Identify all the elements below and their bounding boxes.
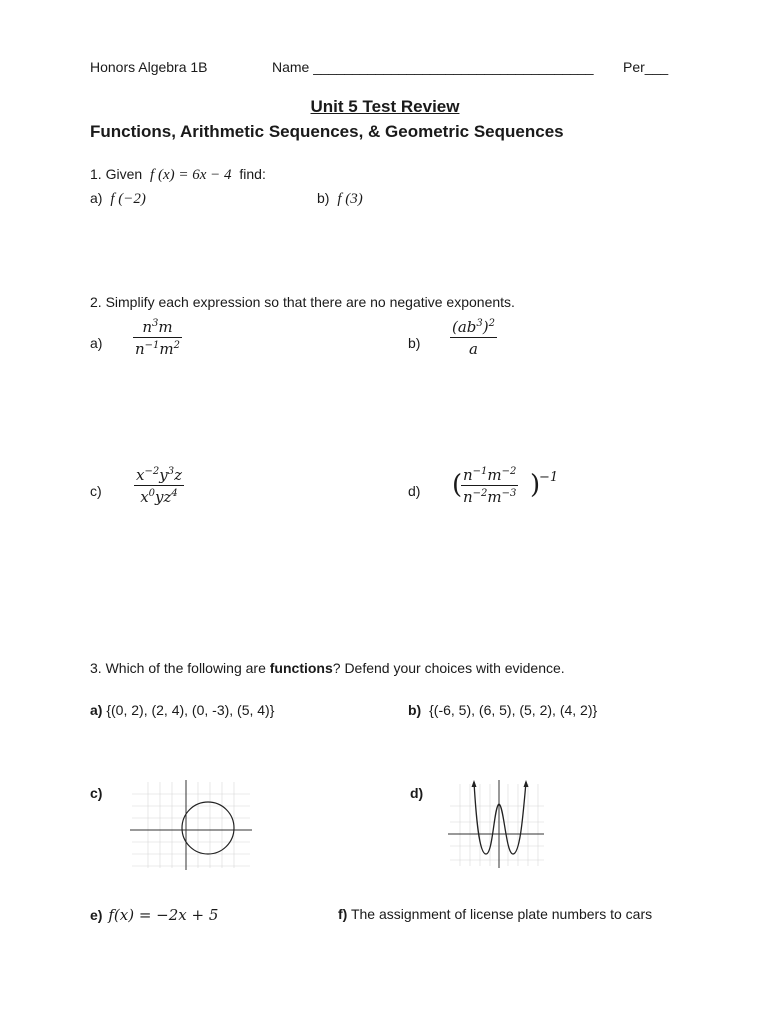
q3-a-label: a) [90,702,103,718]
q2-c-expression: $\frac{x^{-2}y^3z}{x^0yz^4}$ [136,466,182,506]
q3-b-label: b) [408,702,422,718]
q3-f-text: The assignment of license plate numbers to cars [350,906,653,922]
q1-part-a [90,190,146,208]
q3-prompt-bold: functions [269,660,333,676]
period-line[interactable]: Per___ [623,59,669,75]
q1-b-label: b) [317,190,330,206]
q3-c-label: c) [90,785,103,801]
grid-lines [132,782,250,868]
q2-b-label: b) [408,335,421,351]
question-3 [90,660,565,676]
q2-c-label: c) [90,483,102,499]
q1-part-b [317,190,363,208]
q3-b-relation: {(-6, 5), (6, 5), (5, 2), (4, 2)} [429,702,598,718]
q3-e-expression: f(x) = −2x + 5 [108,906,219,924]
q3-c-circle-graph [128,778,254,872]
student-name-line[interactable]: Name ____________________________________ [272,59,594,75]
q3-d-label: d) [410,785,424,801]
q1-a-label: a) [90,190,103,206]
q3-part-f [338,906,652,922]
q3-prompt-start: 3. Which of the following are [90,660,270,676]
circle-curve [182,802,234,854]
q3-part-a [90,702,274,718]
q1-function: f (x) = 6x − 4 [150,167,232,183]
q2-d-label: d) [408,483,421,499]
q1-a-expression: f (−2) [110,191,146,207]
q2-b-expression: $\frac{(ab^3)^2}{a}$ [452,318,496,358]
q3-prompt-end: ? Defend your choices with evidence. [332,660,565,676]
q2-a-expression: $\frac{n^3m}{n^{-1}m^2}$ [135,318,181,358]
question-2: 2. Simplify each expression so that there are no negative exponents. [90,294,515,310]
question-1 [90,166,266,184]
q3-a-relation: {(0, 2), (2, 4), (0, -3), (5, 4)} [106,702,275,718]
q1-suffix: find: [239,166,266,182]
arrow-right [524,780,529,787]
q1-b-expression: f (3) [337,191,363,207]
arrow-left [472,780,477,787]
page-title: Unit 5 Test Review [310,97,460,116]
course-name: Honors Algebra 1B [90,59,208,75]
q1-prefix: 1. Given [90,166,143,182]
q3-e-label: e) [90,907,103,923]
grid-lines [450,784,544,866]
q3-d-polynomial-graph [446,776,546,870]
page-subtitle: Functions, Arithmetic Sequences, & Geometric Sequences [90,122,564,141]
q3-part-b [408,702,597,718]
q3-part-e [90,906,218,924]
q3-f-label: f) [338,906,348,922]
q2-a-label: a) [90,335,103,351]
